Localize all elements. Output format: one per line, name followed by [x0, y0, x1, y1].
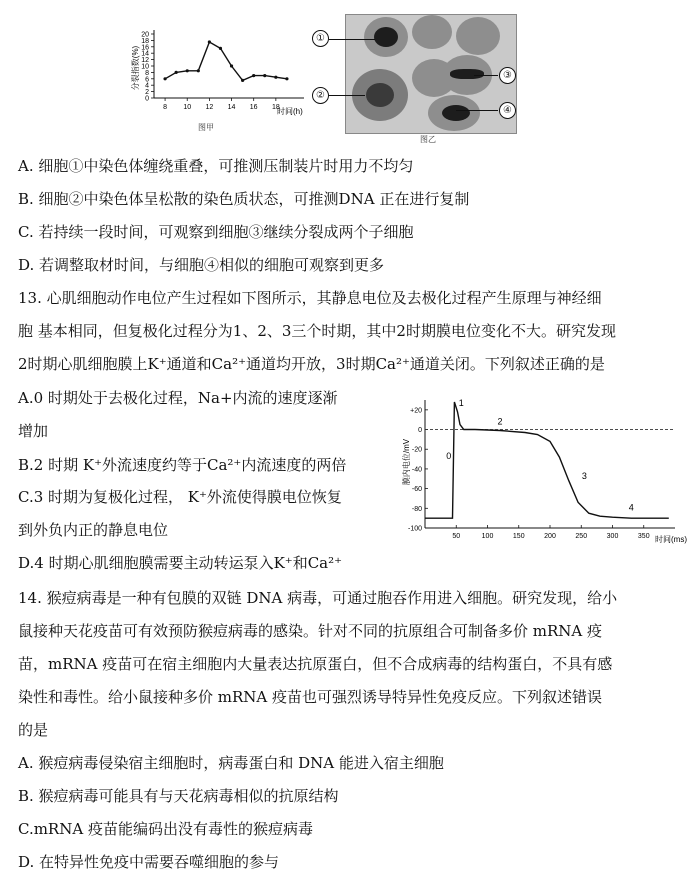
q12-option-a: A. 细胞①中染色体缠绕重叠，可推测压制装片时用力不均匀 [18, 157, 414, 175]
marker-2-leader [329, 95, 365, 96]
q14-option-b: B. 猴痘病毒可能具有与天花病毒相似的抗原结构 [18, 787, 339, 805]
cell-4-chromosomes [442, 105, 470, 121]
ap-y-tick-label: -40 [411, 466, 422, 474]
fig-jia-data-point [230, 64, 233, 67]
fig-jia-data-point [252, 74, 255, 77]
ap-y-tick-label: -80 [411, 505, 422, 513]
ap-x-tick-label: 250 [575, 533, 588, 540]
marker-3: ③ [499, 67, 516, 84]
ap-series-line [425, 402, 669, 518]
fig-jia-data-point [197, 69, 200, 72]
q13-option-d: D.4 时期心肌细胞膜需要主动转运泵入K⁺和Ca²⁺ [18, 554, 343, 572]
q13-option-c-line-2: 到外负内正的静息电位 [18, 521, 169, 539]
ap-x-tick-label: 150 [512, 533, 525, 540]
fig-jia-y-tick-label: 6 [145, 76, 149, 84]
q13-option-a-line-1: A.0 时期处于去极化过程，Na+内流的速度逐渐 [18, 389, 338, 407]
fig-jia-x-tick-label: 18 [271, 104, 280, 111]
q14-stem-line-1: 14. 猴痘病毒是一种有包膜的双链 DNA 病毒，可通过胞吞作用进入细胞。研究发现，给小 [18, 589, 618, 607]
q13-option-c-line-1: C.3 时期为复极化过程， K⁺外流使得膜电位恢复 [18, 488, 342, 506]
fig-jia-data-point [219, 47, 222, 50]
q14-option-a: A. 猴痘病毒侵染宿主细胞时，病毒蛋白和 DNA 能进入宿主细胞 [18, 754, 444, 772]
fig-jia-x-ticks [163, 98, 280, 111]
ap-y-tick-label: +20 [410, 407, 422, 415]
q14-stem-line-3: 苗，mRNA 疫苗可在宿主细胞内大量表达抗原蛋白，但不合成病毒的结构蛋白，不具有感 [18, 655, 613, 673]
ap-y-tick-label: 0 [418, 427, 422, 435]
fig-jia-y-tick-label: 0 [145, 95, 149, 103]
q13-stem-line-1: 13. 心肌细胞动作电位产生过程如下图所示，其静息电位及去极化过程产生原理与神经细 [18, 289, 602, 307]
fig-jia-data-point [208, 40, 211, 43]
fig-jia-data-point [263, 74, 266, 77]
fig-jia-data-point [285, 77, 288, 80]
fig-jia-data-point [175, 71, 178, 74]
fig-jia-data-point [274, 76, 277, 79]
ap-y-tick-label: -20 [411, 446, 422, 454]
fig-jia-y-tick-label: 16 [141, 44, 149, 52]
fig-jia-x-tick-label: 16 [249, 104, 258, 111]
fig-jia-y-tick-label: 8 [145, 69, 149, 77]
cell-1-chromosomes [374, 27, 398, 47]
fig-jia-y-tick-label: 4 [145, 82, 149, 90]
figure-jia-chart [128, 26, 308, 120]
ap-phase-labels [446, 398, 634, 512]
q13-option-a-line-2: 增加 [18, 422, 49, 440]
marker-1: ① [312, 30, 329, 47]
ap-phase-label: 3 [581, 470, 587, 481]
fig-jia-data-point [241, 79, 244, 82]
q12-option-d: D. 若调整取材时间，与细胞④相似的细胞可观察到更多 [18, 256, 385, 274]
ap-phase-label: 4 [628, 502, 634, 513]
q12-option-c: C. 若持续一段时间，可观察到细胞③继续分裂成两个子细胞 [18, 223, 414, 241]
fig-jia-x-tick-label: 8 [163, 104, 168, 111]
ap-phase-label: 2 [497, 416, 503, 427]
marker-4: ④ [499, 102, 516, 119]
fig-yi-caption: 图乙 [420, 135, 436, 144]
fig-jia-ylabel: 分裂指数(%) [131, 45, 140, 91]
ap-xlabel: 时间(ms) [655, 535, 687, 544]
marker-4-leader [456, 110, 498, 111]
cell-top-right [456, 17, 500, 55]
q14-option-c: C.mRNA 疫苗能编码出没有毒性的猴痘病毒 [18, 820, 313, 838]
fig-jia-axes [154, 30, 304, 98]
fig-jia-caption: 图甲 [198, 123, 214, 132]
figure-yi-micrograph [345, 14, 517, 134]
q12-option-b: B. 细胞②中染色体呈松散的染色质状态，可推测DNA 正在进行复制 [18, 190, 470, 208]
ap-y-tick-label: -100 [407, 525, 422, 533]
fig-jia-y-tick-label: 14 [141, 50, 149, 58]
q13-option-b: B.2 时期 K⁺外流速度约等于Ca²⁺内流速度的两倍 [18, 456, 347, 474]
ap-y-tick-label: -60 [411, 486, 422, 494]
ap-ylabel: 膜内电位/mV [402, 438, 411, 486]
marker-2: ② [312, 87, 329, 104]
q13-stem-line-2: 胞 基本相同，但复极化过程分为1、2、3三个时期，其中2时期膜电位变化不大。研究发现 [18, 322, 616, 340]
fig-jia-series-line [165, 42, 287, 80]
marker-1-leader [329, 39, 375, 40]
cell-top-middle [412, 15, 452, 49]
fig-jia-xlabel: 时间(h) [277, 107, 303, 116]
fig-jia-y-tick-label: 18 [141, 37, 149, 45]
ap-x-tick-label: 300 [606, 533, 619, 540]
q14-stem-line-4: 染性和毒性。给小鼠接种多价 mRNA 疫苗也可强烈诱导特异性免疫反应。下列叙述错误 [18, 688, 603, 706]
fig-jia-y-tick-label: 10 [141, 63, 149, 71]
fig-jia-x-tick-label: 12 [205, 104, 214, 111]
ap-phase-label: 0 [446, 451, 452, 462]
q14-stem-line-2: 鼠接种天花疫苗可有效预防猴痘病毒的感染。针对不同的抗原组合可制备多价 mRNA 疫 [18, 622, 603, 640]
ap-phase-label: 1 [458, 397, 464, 408]
fig-jia-data-point [163, 77, 166, 80]
q14-option-d: D. 在特异性免疫中需要吞噬细胞的参与 [18, 853, 280, 871]
q14-stem-line-5: 的是 [18, 721, 49, 739]
marker-3-leader [474, 75, 498, 76]
action-potential-chart [385, 390, 690, 550]
fig-jia-x-tick-label: 10 [183, 104, 192, 111]
cell-2-chromatin [366, 83, 394, 107]
fig-jia-y-ticks [141, 32, 154, 103]
ap-x-tick-label: 200 [544, 533, 556, 540]
q13-stem-line-3: 2时期心肌细胞膜上K⁺通道和Ca²⁺通道均开放，3时期Ca²⁺通道关闭。下列叙述正确的是 [18, 355, 605, 373]
ap-x-tick-label: 100 [481, 533, 494, 540]
ap-x-ticks [452, 525, 649, 540]
cell-3-chromosomes [450, 69, 484, 79]
ap-axes [425, 397, 675, 528]
fig-jia-x-tick-label: 14 [227, 104, 236, 111]
fig-jia-y-tick-label: 12 [141, 57, 149, 65]
fig-jia-data-point [186, 69, 189, 72]
fig-jia-y-tick-label: 2 [145, 89, 149, 97]
ap-x-tick-label: 50 [452, 533, 461, 540]
fig-jia-y-tick-label: 20 [141, 31, 149, 39]
ap-x-tick-label: 350 [637, 533, 650, 540]
